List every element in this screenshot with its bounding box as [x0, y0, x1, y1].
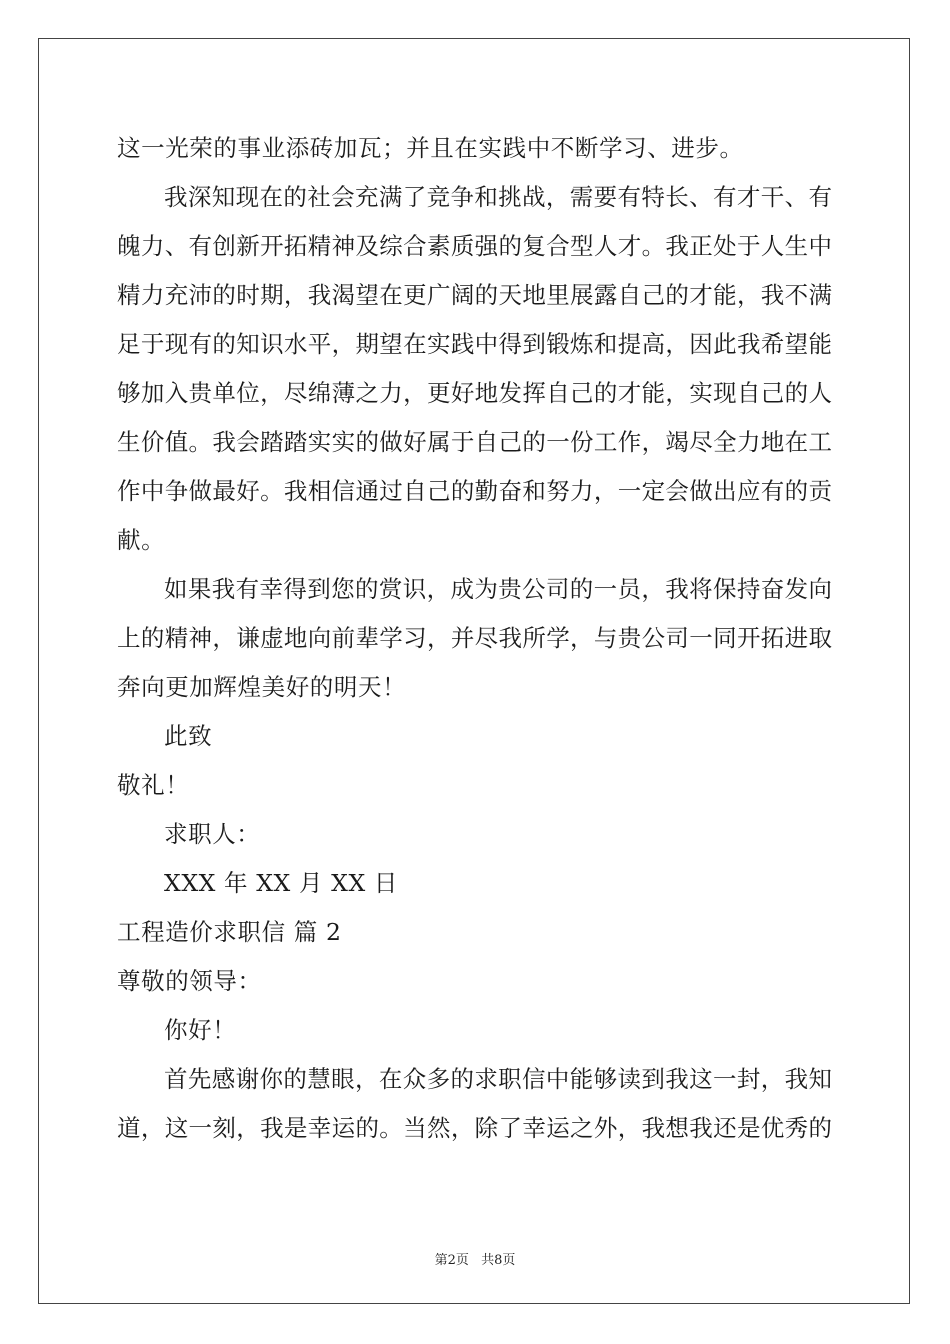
text-line: 首先感谢你的慧眼，在众多的求职信中能够读到我这一封，我知 — [164, 1065, 832, 1093]
text-line: 奔向更加辉煌美好的明天！ — [117, 673, 407, 701]
text-line: 如果我有幸得到您的赏识，成为贵公司的一员，我将保持奋发向 — [164, 575, 832, 603]
text-line: 精力充沛的时期，我渴望在更广阔的天地里展露自己的才能，我不满 — [117, 281, 832, 309]
text-line: 道，这一刻，我是幸运的。当然，除了幸运之外，我想我还是优秀的 — [117, 1114, 832, 1142]
text-line: 够加入贵单位，尽绵薄之力，更好地发挥自己的才能，实现自己的人 — [117, 379, 832, 407]
page-total: 共8页 — [481, 1253, 516, 1268]
text-line: 足于现有的知识水平，期望在实践中得到锻炼和提高，因此我希望能 — [117, 330, 832, 358]
page-footer — [0, 1249, 950, 1268]
text-line: 生价值。我会踏踏实实的做好属于自己的一份工作，竭尽全力地在工 — [117, 428, 832, 456]
page-number: 第2页 — [434, 1253, 469, 1268]
text-line: 这一光荣的事业添砖加瓦；并且在实践中不断学习、进步。 — [117, 134, 744, 162]
letter-body — [117, 124, 832, 1153]
applicant-label: 求职人： — [164, 820, 261, 848]
section-heading: 工程造价求职信 篇 2 — [117, 918, 342, 946]
date-line: XXX 年 XX 月 XX 日 — [164, 869, 398, 897]
text-line: 上的精神，谦虚地向前辈学习，并尽我所学，与贵公司一同开拓进取 — [117, 624, 832, 652]
text-line: 魄力、有创新开拓精神及综合素质强的复合型人才。我正处于人生中 — [117, 232, 832, 260]
text-line: 献。 — [117, 526, 166, 554]
text-line: 我深知现在的社会充满了竞争和挑战，需要有特长、有才干、有 — [164, 183, 832, 211]
salutation: 尊敬的领导： — [117, 967, 262, 995]
greeting: 你好！ — [164, 1016, 237, 1044]
text-line: 作中争做最好。我相信通过自己的勤奋和努力，一定会做出应有的贡 — [117, 477, 832, 505]
closing-regards: 敬礼！ — [117, 771, 190, 799]
closing-salutation: 此致 — [164, 722, 213, 750]
